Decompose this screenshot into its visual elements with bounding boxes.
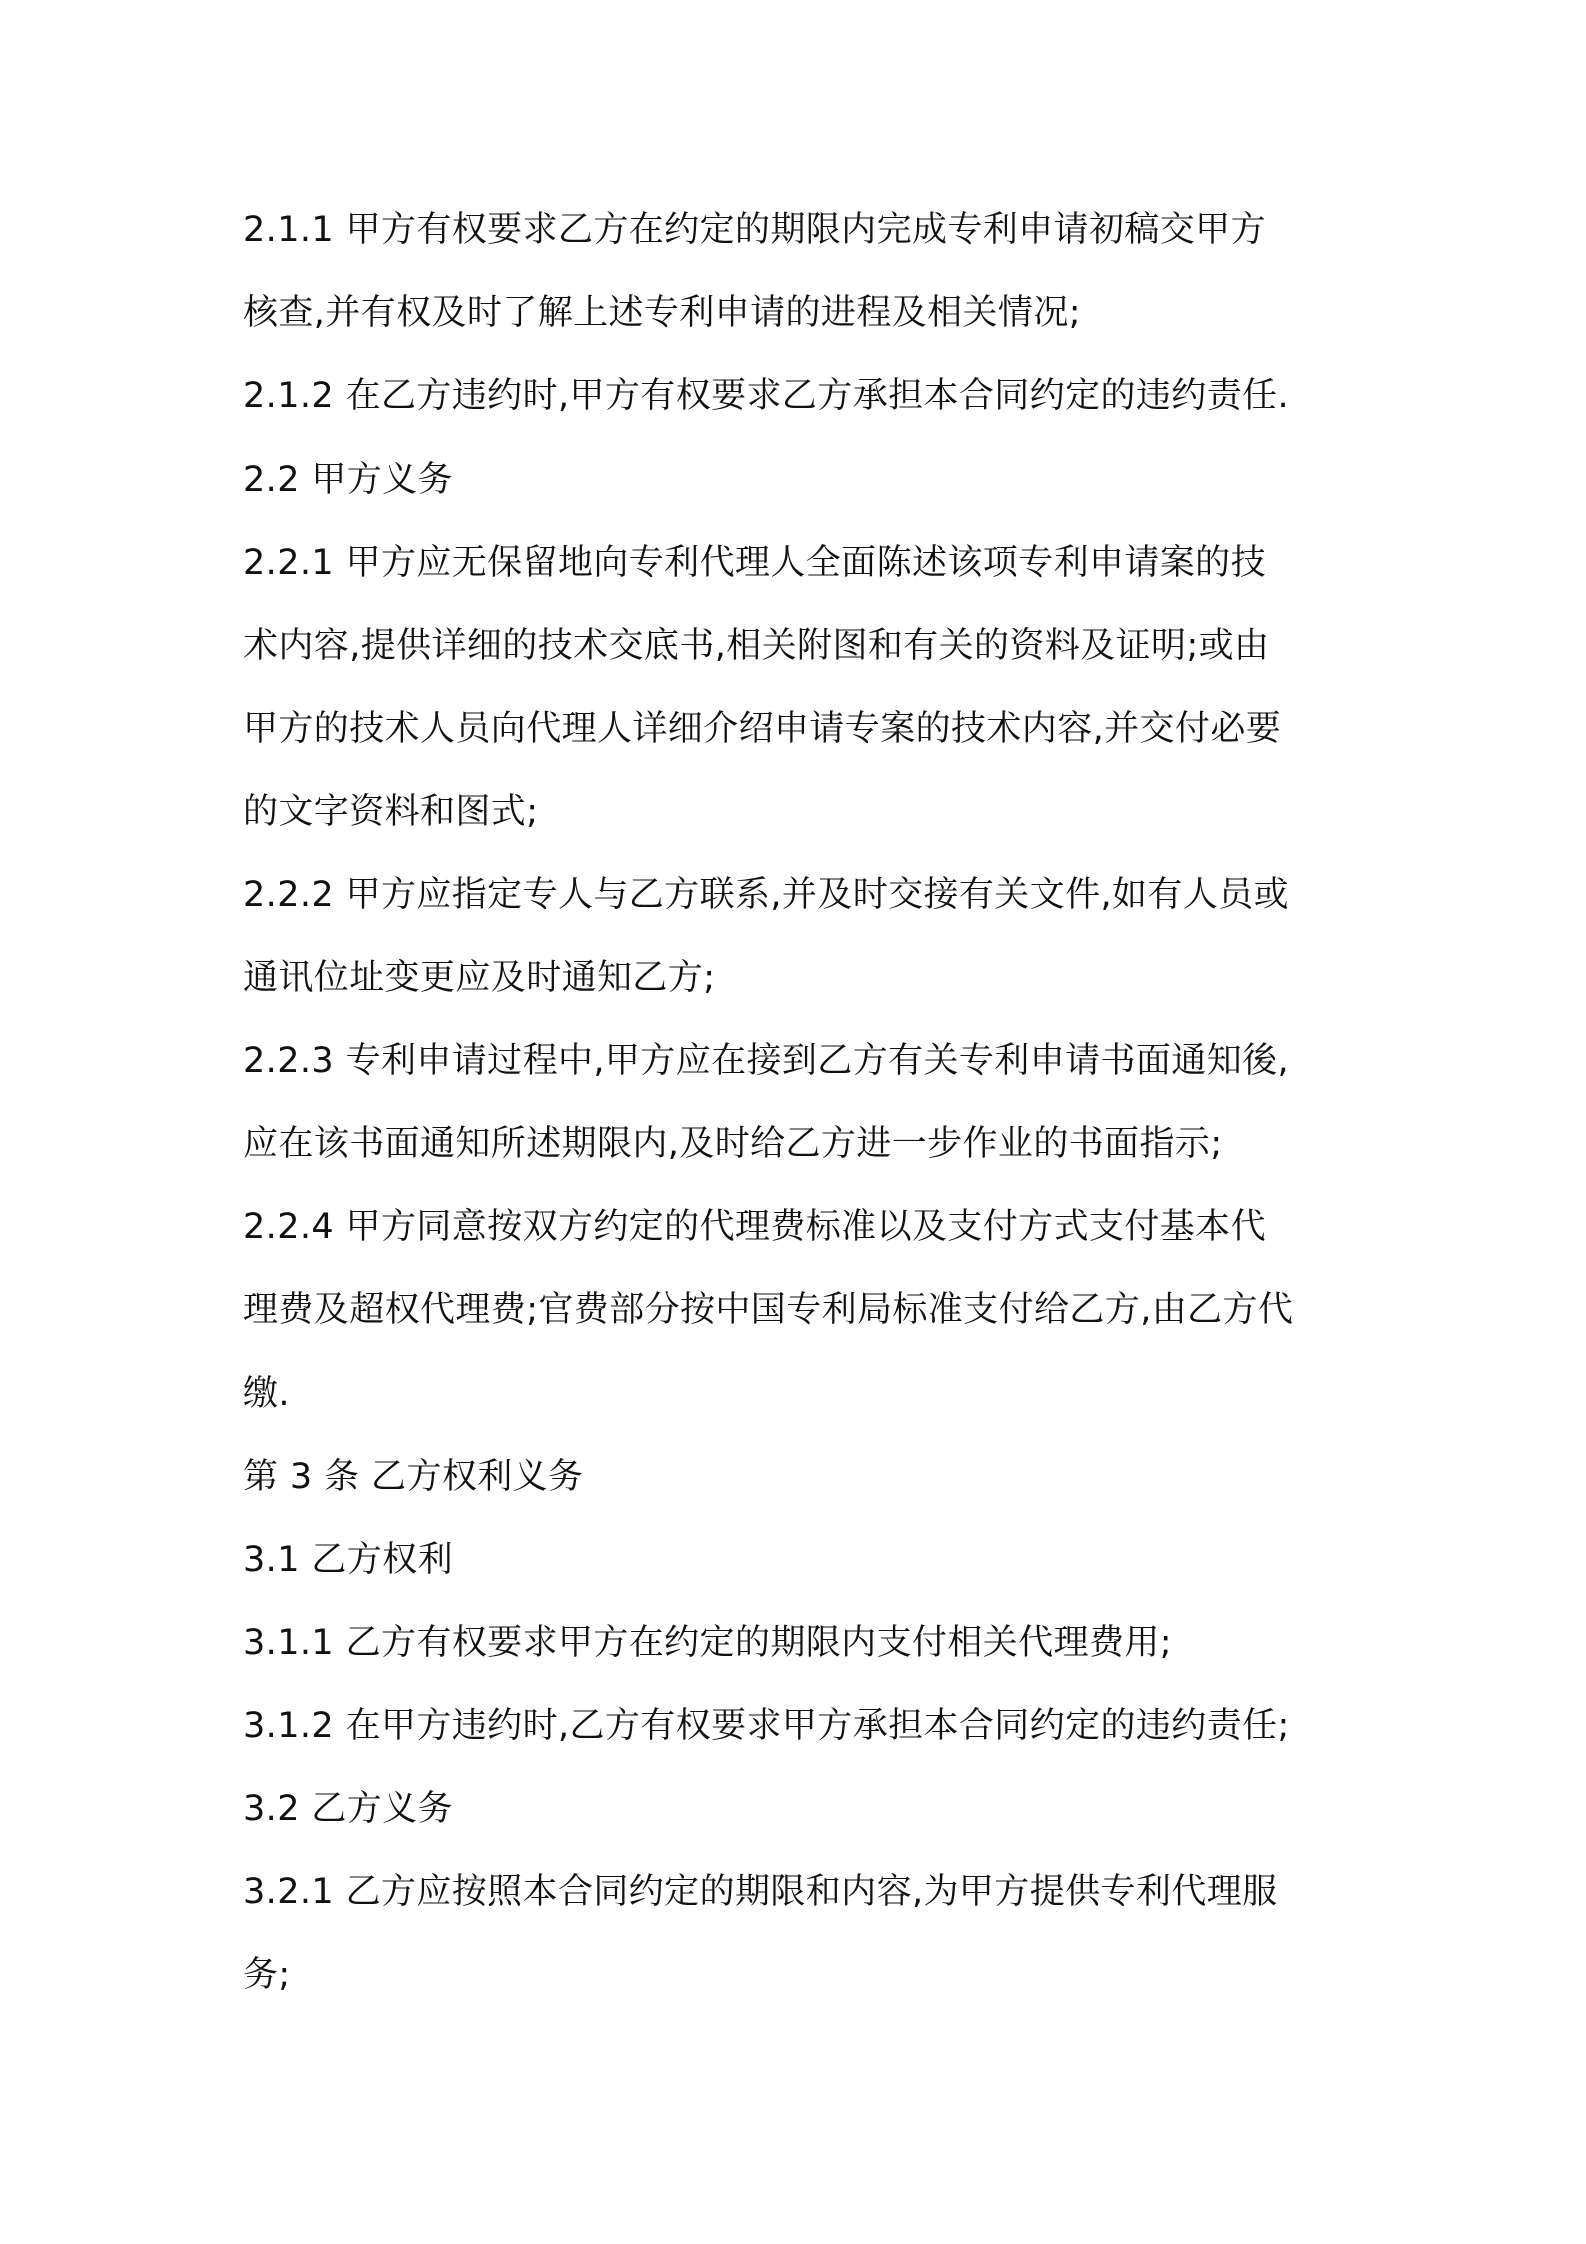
section-heading: 2.2 甲方义务 bbox=[243, 460, 453, 500]
text-line: 甲方的技术人员向代理人详细介绍申请专案的技术内容,并交付必要 bbox=[243, 709, 1282, 749]
text-line: 2.1.1 甲方有权要求乙方在约定的期限内完成专利申请初稿交甲方 bbox=[243, 210, 1266, 250]
section-heading: 3.2 乙方义务 bbox=[243, 1789, 453, 1829]
text-line: 2.2.2 甲方应指定专人与乙方联系,并及时交接有关文件,如有人员或 bbox=[243, 875, 1290, 915]
text-line: 的文字资料和图式; bbox=[243, 792, 539, 832]
text-line: 核查,并有权及时了解上述专利申请的进程及相关情况; bbox=[243, 293, 1081, 333]
text-line: 2.2.4 甲方同意按双方约定的代理费标准以及支付方式支付基本代 bbox=[243, 1207, 1266, 1247]
text-line: 理费及超权代理费;官费部分按中国专利局标准支付给乙方,由乙方代 bbox=[243, 1290, 1294, 1330]
text-line: 3.2.1 乙方应按照本合同约定的期限和内容,为甲方提供专利代理服 bbox=[243, 1872, 1278, 1912]
text-line: 2.2.1 甲方应无保留地向专利代理人全面陈述该项专利申请案的技 bbox=[243, 543, 1266, 583]
text-line: 缴. bbox=[243, 1374, 290, 1414]
text-line: 务; bbox=[243, 1955, 291, 1995]
article-heading: 第 3 条 乙方权利义务 bbox=[243, 1457, 584, 1497]
text-line: 通讯位址变更应及时通知乙方; bbox=[243, 958, 716, 998]
text-line: 应在该书面通知所述期限内,及时给乙方进一步作业的书面指示; bbox=[243, 1124, 1223, 1164]
text-line: 术内容,提供详细的技术交底书,相关附图和有关的资料及证明;或由 bbox=[243, 626, 1270, 666]
section-heading: 3.1 乙方权利 bbox=[243, 1540, 453, 1580]
text-line: 3.1.1 乙方有权要求甲方在约定的期限内支付相关代理费用; bbox=[243, 1623, 1172, 1663]
text-line: 3.1.2 在甲方违约时,乙方有权要求甲方承担本合同约定的违约责任; bbox=[243, 1706, 1290, 1746]
text-line: 2.1.2 在乙方违约时,甲方有权要求乙方承担本合同约定的违约责任. bbox=[243, 376, 1290, 416]
text-line: 2.2.3 专利申请过程中,甲方应在接到乙方有关专利申请书面通知後, bbox=[243, 1041, 1290, 1081]
